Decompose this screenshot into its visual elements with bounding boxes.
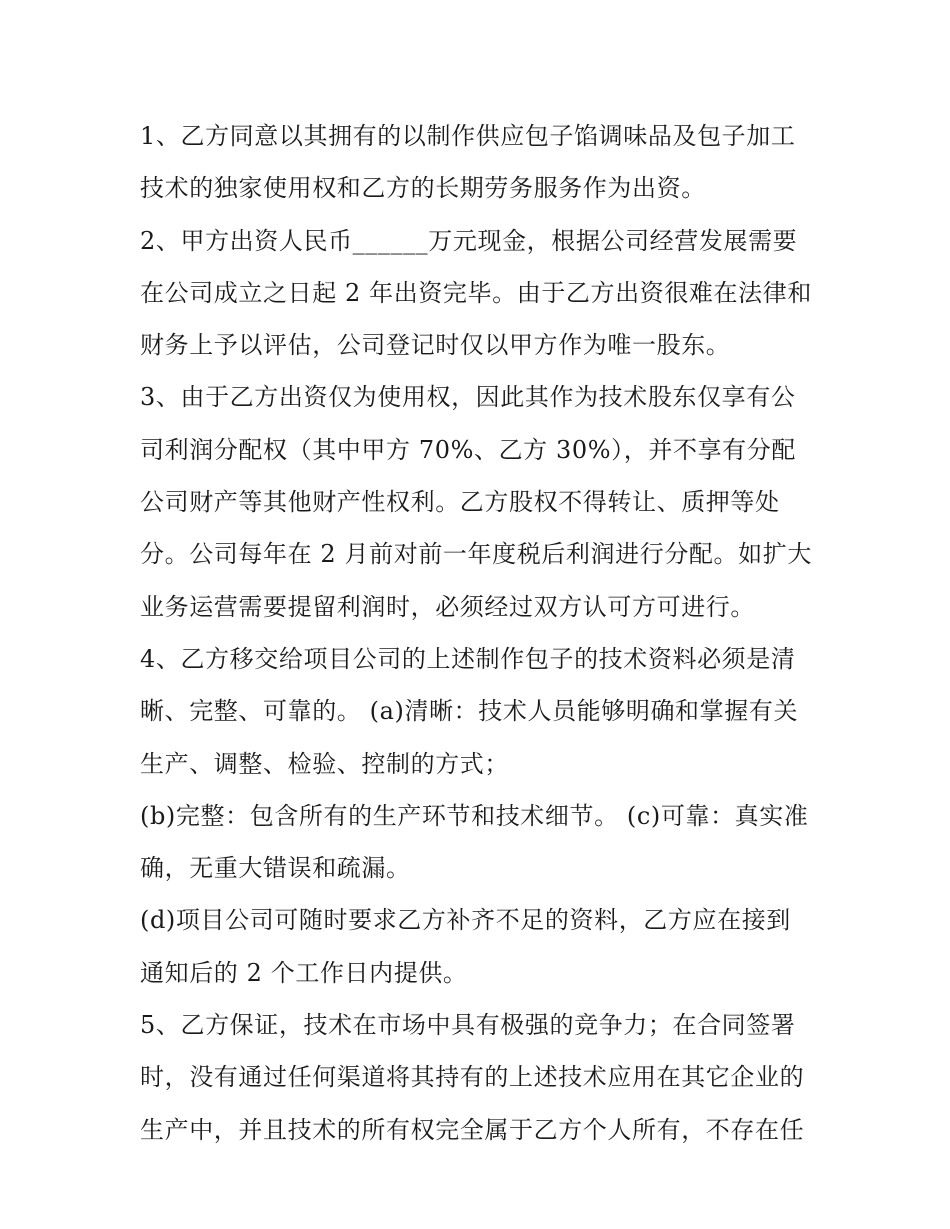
text-line: 5、乙方保证，技术在市场中具有极强的竞争力；在合同签署 [140, 1011, 796, 1040]
text-line: (d)项目公司可随时要求乙方补齐不足的资料，乙方应在接到 [140, 906, 791, 935]
text-line: 晰、完整、可靠的。 (a)清晰：技术人员能够明确和掌握有关 [140, 697, 799, 726]
text-line: 确，无重大错误和疏漏。 [140, 854, 411, 883]
text-line: 生产、调整、检验、控制的方式； [140, 749, 509, 778]
text-line: 财务上予以评估，公司登记时仅以甲方作为唯一股东。 [140, 331, 731, 360]
text-line: 司利润分配权（其中甲方 70%、乙方 30%），并不享有分配 [140, 435, 796, 464]
text-line: 业务运营需要提留利润时，必须经过双方认可方可进行。 [140, 592, 755, 621]
text-line: 分。公司每年在 2 月前对前一年度税后利润进行分配。如扩大 [140, 540, 812, 569]
text-line: (b)完整：包含所有的生产环节和技术细节。 (c)可靠：真实准 [140, 801, 809, 830]
text-line: 技术的独家使用权和乙方的长期劳务服务作为出资。 [140, 174, 706, 203]
text-line: 1、乙方同意以其拥有的以制作供应包子馅调味品及包子加工 [140, 122, 796, 150]
text-line: 公司财产等其他财产性权利。乙方股权不得转让、质押等处 [140, 488, 780, 517]
text-line: 生产中，并且技术的所有权完全属于乙方个人所有，不存在任 [140, 1115, 805, 1144]
text-line: 时，没有通过任何渠道将其持有的上述技术应用在其它企业的 [140, 1063, 805, 1092]
text-line: 2、甲方出资人民币______万元现金，根据公司经营发展需要 [140, 226, 798, 255]
text-line: 通知后的 2 个工作日内提供。 [140, 958, 468, 987]
text-line: 4、乙方移交给项目公司的上述制作包子的技术资料必须是清 [140, 644, 796, 673]
text-line: 在公司成立之日起 2 年出资完毕。由于乙方出资很难在法律和 [140, 278, 812, 307]
text-line: 3、由于乙方出资仅为使用权，因此其作为技术股东仅享有公 [140, 383, 796, 412]
document-body [140, 110, 820, 1156]
